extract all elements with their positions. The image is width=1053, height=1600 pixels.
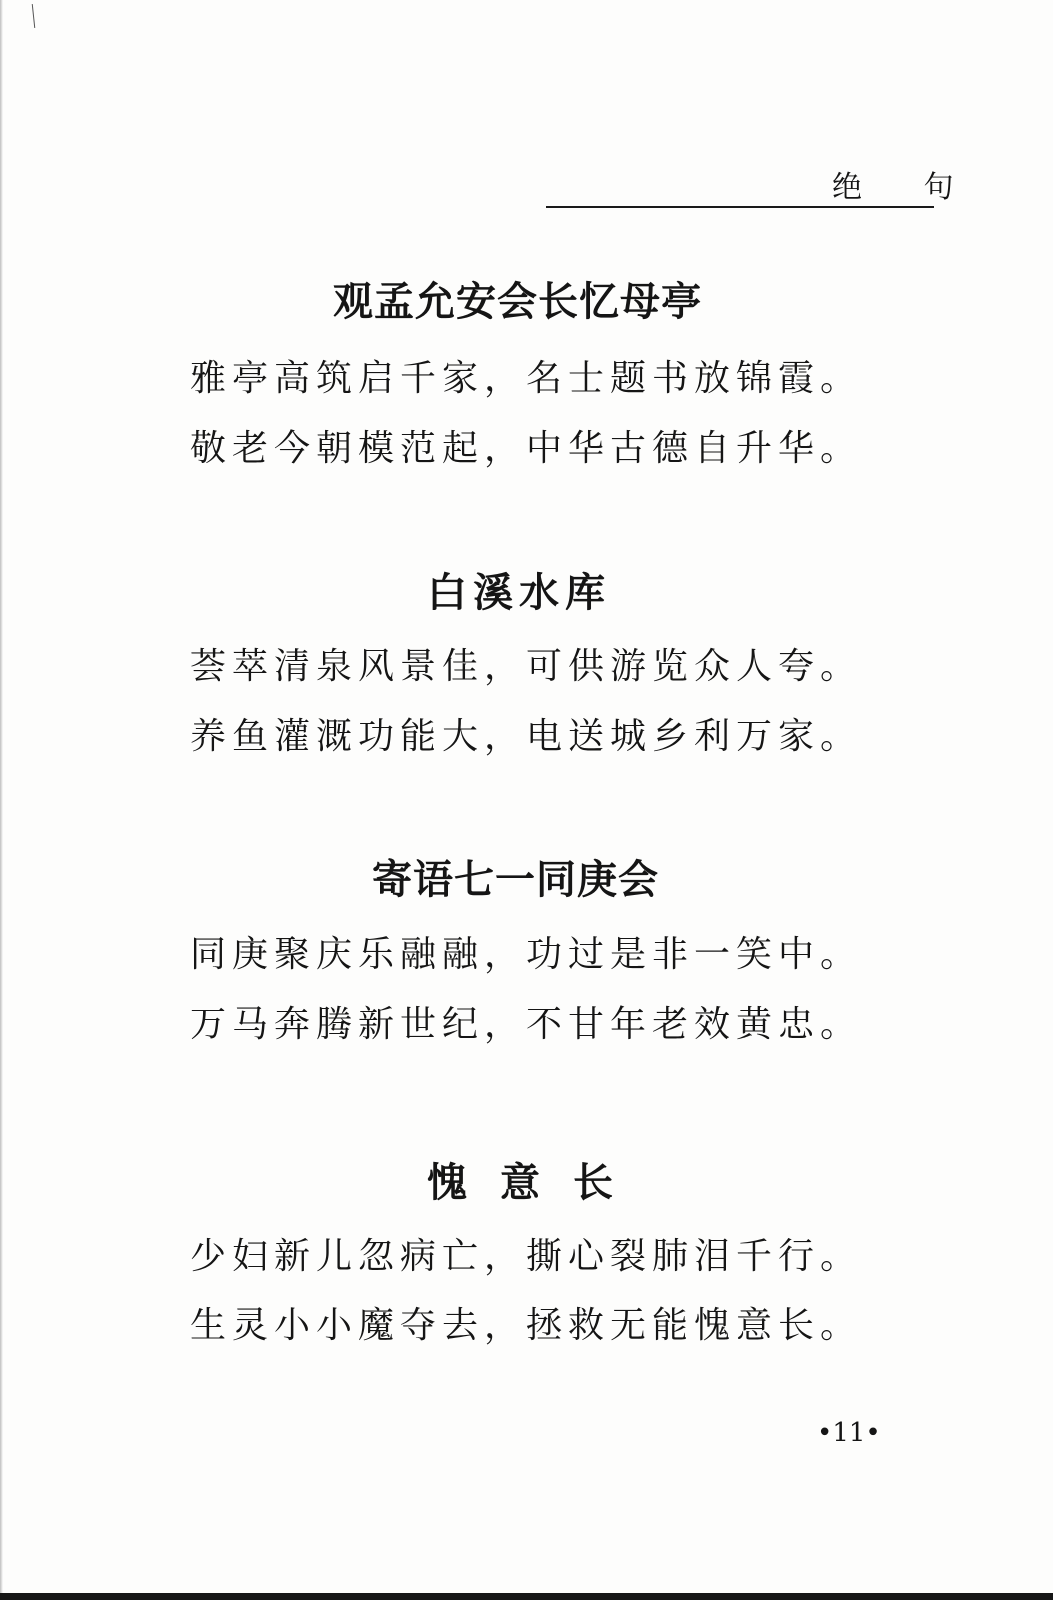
poem-line: 少妇新儿忽病亡，撕心裂肺泪千行。	[190, 1236, 863, 1277]
poem-title: 观孟允安会长忆母亭	[333, 278, 702, 325]
page-number: •11•	[817, 1418, 881, 1448]
running-head-rule	[546, 206, 934, 208]
poem-line: 敬老今朝模范起，中华古德自升华。	[190, 428, 863, 469]
poem-line: 荟萃清泉风景佳，可供游览众人夸。	[190, 646, 863, 687]
poem-line: 万马奔腾新世纪，不甘年老效黄忠。	[190, 1004, 863, 1045]
poem-title: 愧意长	[427, 1159, 646, 1206]
scan-left-edge	[0, 0, 3, 1600]
running-head: 绝 句	[832, 170, 980, 205]
poem-title: 白溪水库	[427, 569, 611, 616]
poem-line: 生灵小小魔夺去，拯救无能愧意长。	[190, 1305, 863, 1346]
poem-line: 同庚聚庆乐融融，功过是非一笑中。	[190, 934, 863, 975]
poem-title: 寄语七一同庚会	[372, 856, 659, 903]
scan-mark	[32, 4, 36, 28]
scan-bottom-edge	[0, 1593, 1053, 1600]
poem-line: 养鱼灌溉功能大，电送城乡利万家。	[190, 716, 863, 757]
poem-line: 雅亭高筑启千家，名士题书放锦霞。	[190, 358, 863, 399]
